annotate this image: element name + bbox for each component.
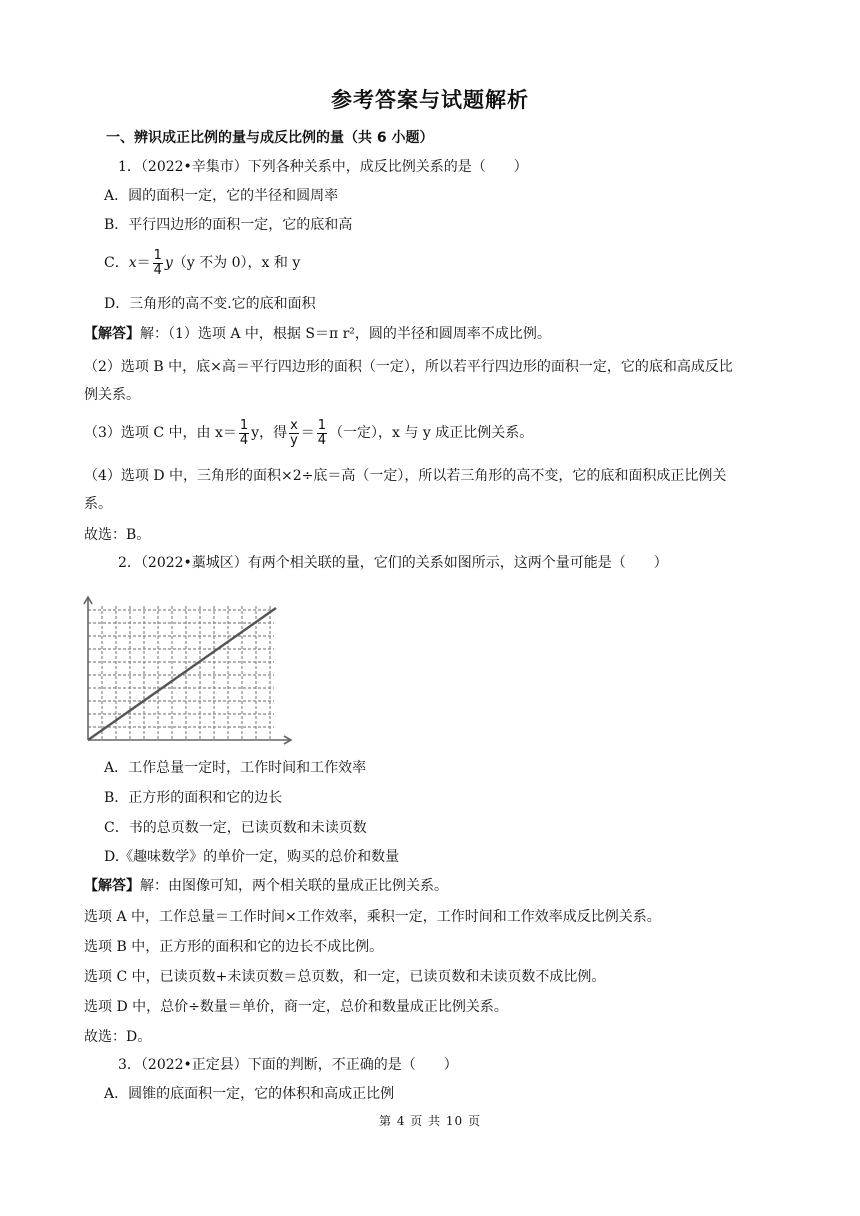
q1-answer3-fraction1: [239, 419, 249, 448]
q1-answer3-suffix: （一定），x 与 y 成正比例关系。: [329, 425, 534, 441]
fraction-denominator: 4: [317, 432, 327, 448]
page-title: 参考答案与试题解析: [331, 88, 529, 112]
q2-stem: 2．（2022•藁城区）有两个相关联的量，它们的关系如图所示，这两个量可能是（ ）: [118, 555, 668, 571]
q3-option-a: A．圆锥的底面积一定，它的体积和高成正比例: [104, 1086, 395, 1102]
fraction-denominator: 4: [153, 262, 162, 278]
fraction-numerator: 1: [317, 417, 327, 433]
fraction-denominator: 4: [239, 432, 249, 448]
q2-answer-text0: 解：由图像可知，两个相关联的量成正比例关系。: [140, 878, 448, 894]
q1-answer3-fraction2: [289, 419, 299, 448]
q1-answer3-prefix: （3）选项 C 中，由 x＝: [84, 425, 237, 441]
q2-option-a: A．工作总量一定时，工作时间和工作效率: [104, 760, 367, 776]
q1-answer-line2a: （2）选项 B 中，底×高＝平行四边形的面积（一定），所以若平行四边形的面积一定，它的底和高成反比: [84, 359, 733, 375]
q1-option-c: [104, 246, 300, 280]
q1-option-d: D．三角形的高不变.它的底和面积: [104, 296, 316, 312]
q1-option-b: B．平行四边形的面积一定，它的底和高: [104, 217, 353, 233]
q2-option-d: D.《趣味数学》的单价一定，购买的总价和数量: [104, 849, 400, 865]
q1-answer-line4b: 系。: [84, 496, 112, 512]
section-heading: 一、辨识成正比例的量与成反比例的量（共 6 小题）: [106, 130, 434, 146]
q1-answer3-fraction3: [317, 419, 327, 448]
fraction-denominator: y: [290, 432, 298, 448]
q2-answer-d: 选项 D 中，总价÷数量＝单价，商一定，总价和数量成正比例关系。: [84, 999, 508, 1015]
q2-answer-line0: [84, 876, 448, 896]
q1-option-c-x: x: [128, 255, 137, 271]
q1-answer-text1: 解：（1）选项 A 中，根据 S＝π r²，圆的半径和圆周率不成比例。: [140, 326, 551, 342]
q1-answer-line3: [84, 416, 533, 450]
q1-answer3-eq: ＝: [300, 425, 315, 441]
q3-stem: 3．（2022•正定县）下面的判断，不正确的是（ ）: [118, 1057, 458, 1073]
q1-option-c-suffix: （y 不为 0），x 和 y: [172, 255, 301, 271]
q1-option-c-eq: ＝: [136, 255, 151, 271]
q1-answer3-mid: y，得: [251, 425, 288, 441]
q1-answer-line2b: 例关系。: [84, 387, 140, 403]
q2-option-b: B．正方形的面积和它的边长: [104, 790, 283, 806]
fraction-numerator: 1: [239, 417, 249, 433]
q1-option-c-prefix: C．: [104, 255, 129, 271]
q2-option-c: C．书的总页数一定，已读页数和未读页数: [104, 820, 367, 836]
q1-stem: 1．（2022•辛集市）下列各种关系中，成反比例关系的是（ ）: [118, 159, 528, 175]
fraction-numerator: 1: [153, 247, 162, 263]
q1-choice: 故选：B。: [84, 527, 151, 543]
q2-answer-c: 选项 C 中，已读页数+未读页数＝总页数，和一定，已读页数和未读页数不成比例。: [84, 969, 606, 985]
fraction-numerator: x: [290, 417, 298, 433]
q2-answer-b: 选项 B 中，正方形的面积和它的边长不成比例。: [84, 939, 384, 955]
answer-tag: 【解答】: [84, 326, 140, 342]
q1-option-a: A．圆的面积一定，它的半径和圆周率: [104, 188, 339, 204]
q2-answer-a: 选项 A 中，工作总量＝工作时间×工作效率，乘积一定，工作时间和工作效率成反比例关系。: [84, 909, 661, 925]
q2-choice: 故选：D。: [84, 1029, 152, 1045]
q1-answer-line4a: （4）选项 D 中，三角形的面积×2÷底＝高（一定），所以若三角形的高不变，它的底和面积成正比例关: [84, 468, 727, 484]
q1-option-c-fraction: [153, 249, 163, 278]
answer-tag: 【解答】: [84, 878, 140, 894]
q1-option-c-y: y: [164, 255, 173, 271]
page-footer: 第 4 页 共 10 页: [379, 1114, 481, 1128]
q1-answer-line1: [84, 324, 551, 344]
q2-line-graph: [82, 594, 294, 746]
